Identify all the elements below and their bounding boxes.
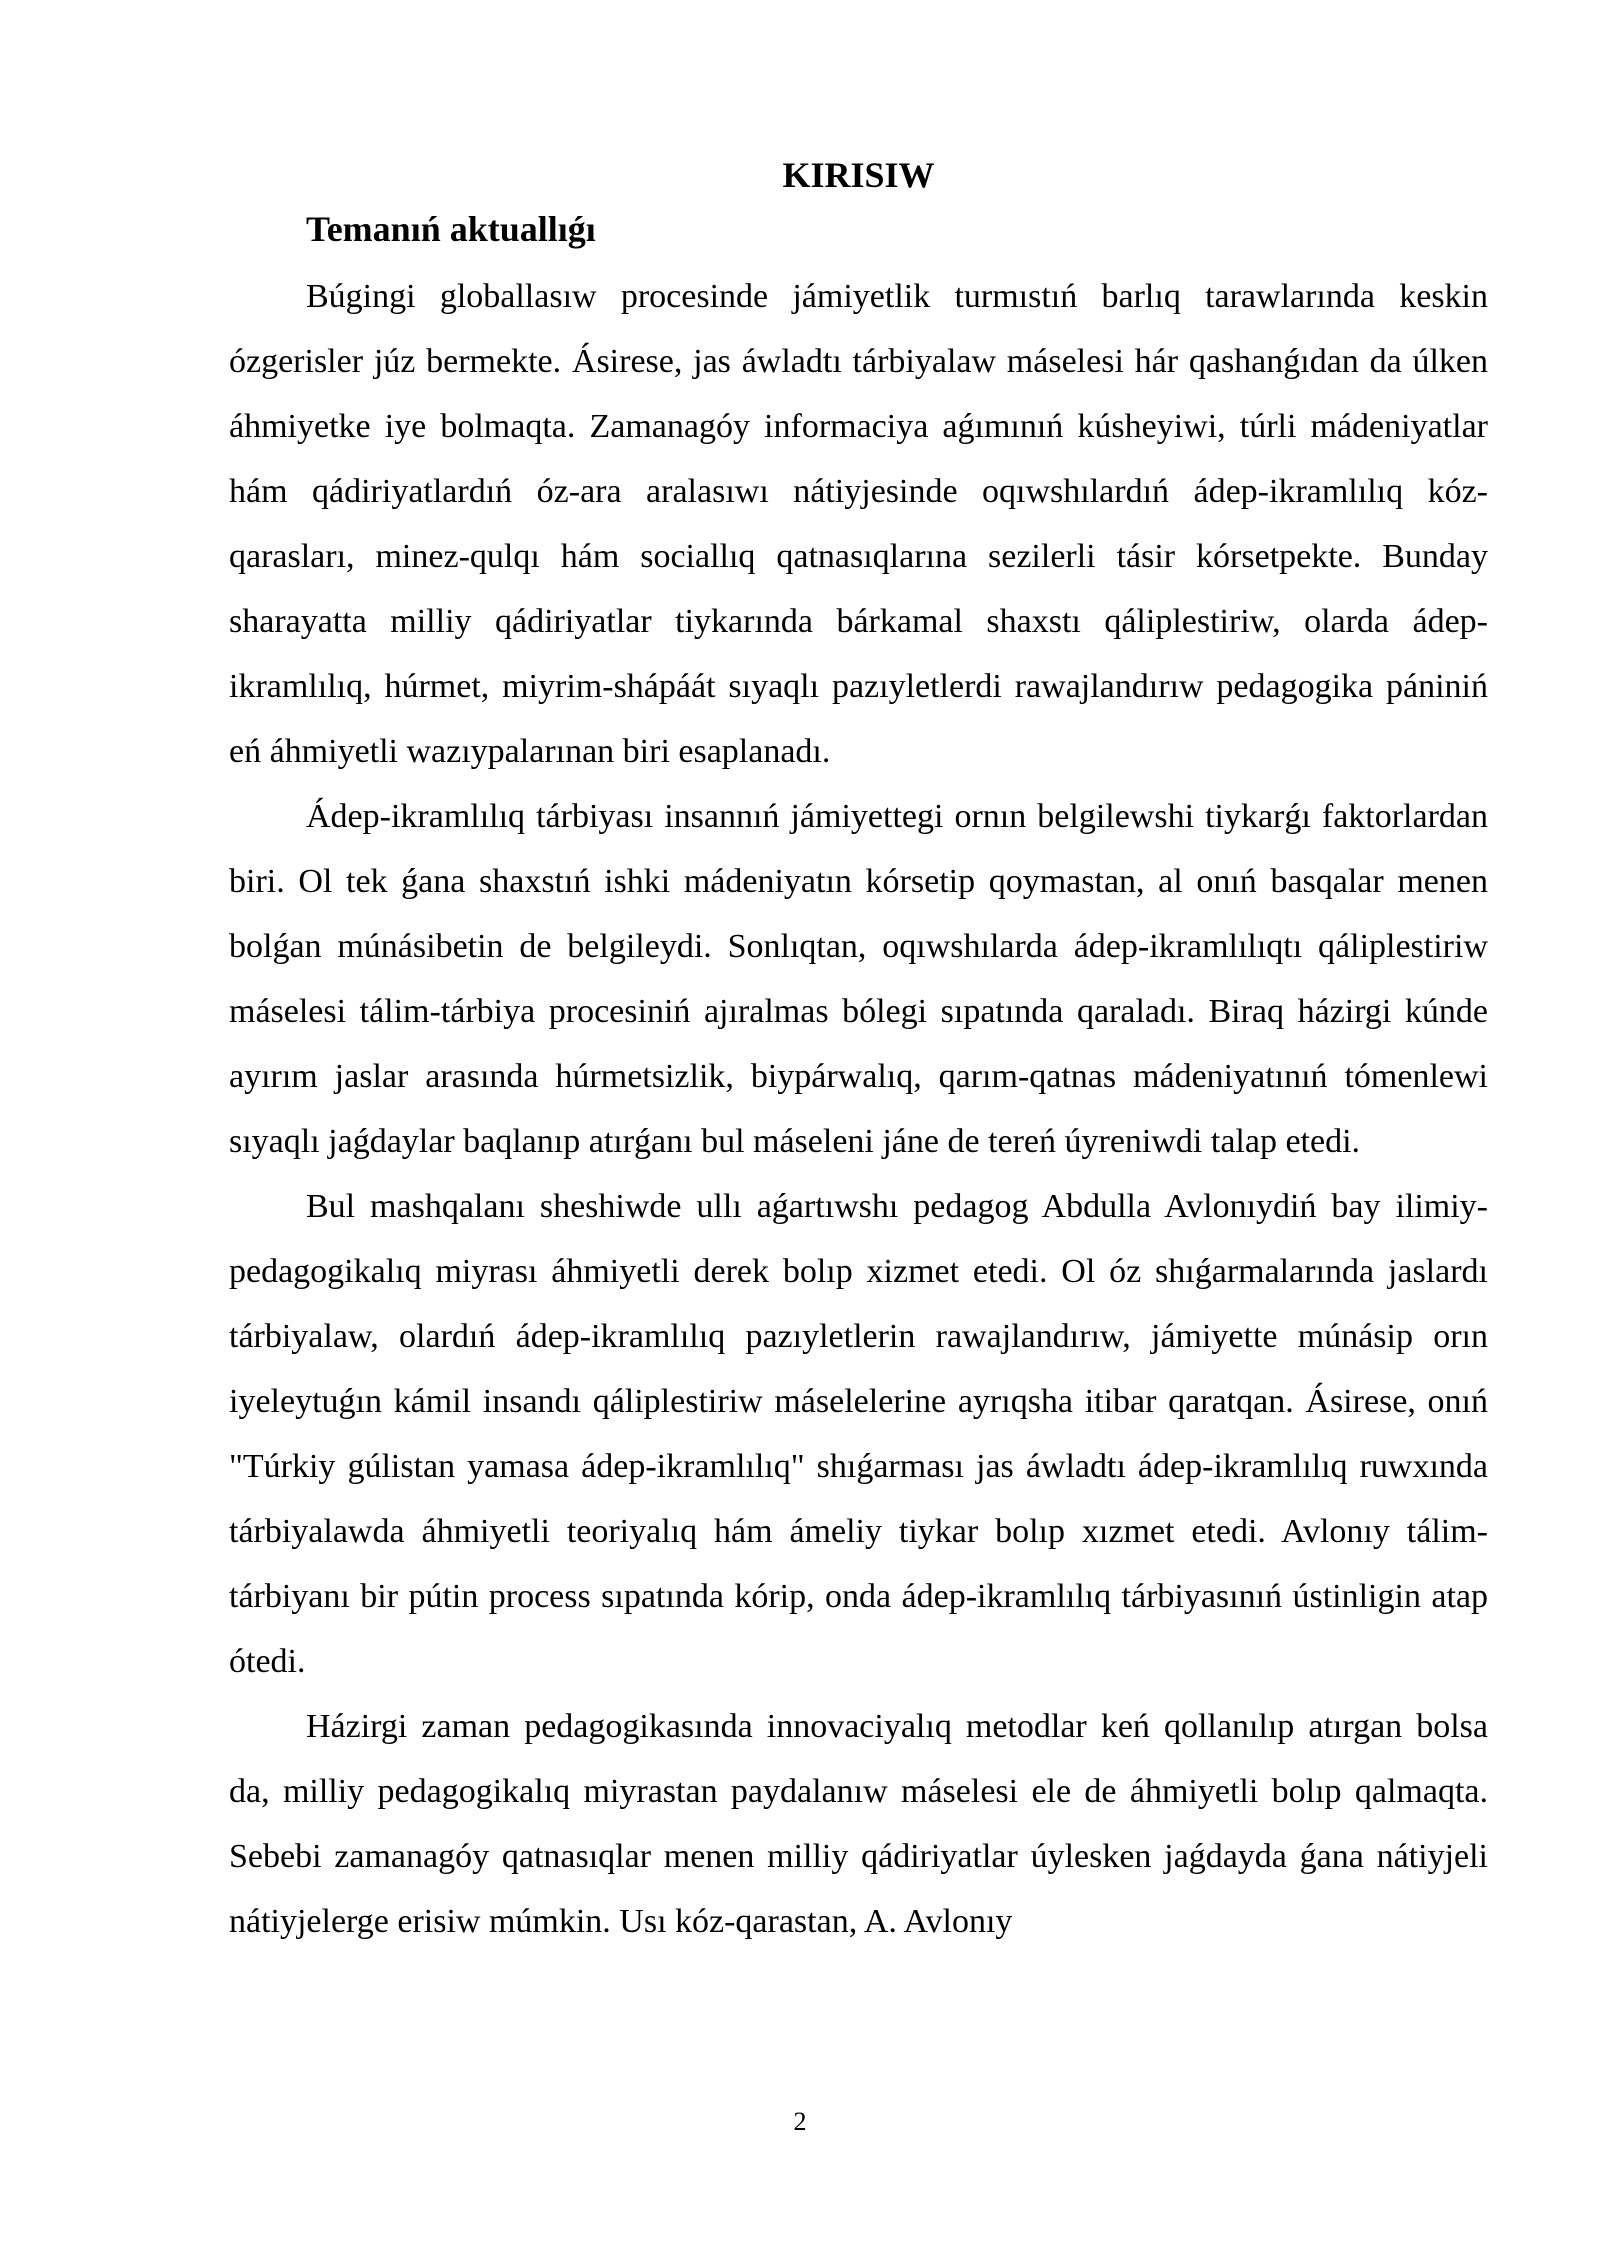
body-paragraph-3: Bul mashqalanı sheshiwde ullı aǵartıwshı pedagog Abdulla Avlonıydiń bay ilimiy-pedagogikalıq miyrası áhmiyetli derek bolıp xizmet etedi. Ol óz shıǵarmalarında jaslardı tárbiyalaw, olardıń ádep-ikramlılıq pazıyletlerin rawajlandırıw, jámiyette múnásip orın iyeleytuǵın kámil insandı qáliplestiriw máselelerine ayrıqsha itibar qaratqan. Ásirese, onıń "Túrkiy gúlistan yamasa ádep-ikramlılıq" shıǵarması jas áwladtı ádep-ikramlılıq ruwxında tárbiyalawda áhmiyetli teoriyalıq hám ámeliy tiykar bolıp xızmet etedi. Avlonıy tálim-tárbiyanı bir pútin process sıpatında kórip, onda ádep-ikramlılıq tárbiyasınıń ústinligin atap ótedi. (229, 1188, 1488, 1680)
page-number: 2 (793, 2107, 807, 2136)
body-paragraph-2: Ádep-ikramlılıq tárbiyası insannıń jámiyettegi ornın belgilewshi tiykarǵı faktorlardan biri. Ol tek ǵana shaxstıń ishki mádeniyatın kórsetip qoymastan, al onıń basqalar menen bolǵan múnásibetin de belgileydi. Sonlıqtan, oqıwshılarda ádep-ikramlılıqtı qáliplestiriw máselesi tálim-tárbiya procesiniń ajıralmas bólegi sıpatında qaraladı. Biraq házirgi kúnde ayırım jaslar arasında húrmetsizlik, biypárwalıq, qarım-qatnas mádeniyatınıń tómenlewi sıyaqlı jaǵdaylar baqlanıp atırǵanı bul máseleni jáne de tereń úyreniwdi talap etedi. (229, 798, 1488, 1160)
body-paragraph-1: Búgingi globallasıw procesinde jámiyetlik turmıstıń barlıq tarawlarında keskin ózgerisler júz bermekte. Ásirese, jas áwladtı tárbiyalaw máselesi hár qashanǵıdan da úlken áhmiyetke iye bolmaqta. Zamanagóy informaciya aǵımınıń kúsheyiwi, túrli mádeniyatlar hám qádiriyatlardıń óz-ara aralasıwı nátiyjesinde oqıwshılardıń ádep-ikramlılıq kóz-qarasları, minez-qulqı hám sociallıq qatnasıqlarına sezilerli tásir kórsetpekte. Bunday sharayatta milliy qádiriyatlar tiykarında bárkamal shaxstı qáliplestiriw, olarda ádep-ikramlılıq, húrmet, miyrim-shápáát sıyaqlı pazıyletlerdi rawajlandırıw pedagogika pániniń eń áhmiyetli wazıypalarınan biri esaplanadı. (229, 278, 1488, 770)
body-paragraph-4: Házirgi zaman pedagogikasında innovaciyalıq metodlar keń qollanılıp atırgan bolsa da, milliy pedagogikalıq miyrastan paydalanıw máselesi ele de áhmiyetli bolıp qalmaqta. Sebebi zamanagóy qatnasıqlar menen milliy qádiriyatlar úylesken jaǵdayda ǵana nátiyjeli nátiyjelerge erisiw múmkin. Usı kóz-qarastan, A. Avlonıy (229, 1708, 1488, 1940)
section-heading: KIRISIW (782, 155, 935, 195)
subsection-heading: Temanıń aktuallıǵı (306, 209, 596, 249)
page-content (229, 150, 1488, 1954)
